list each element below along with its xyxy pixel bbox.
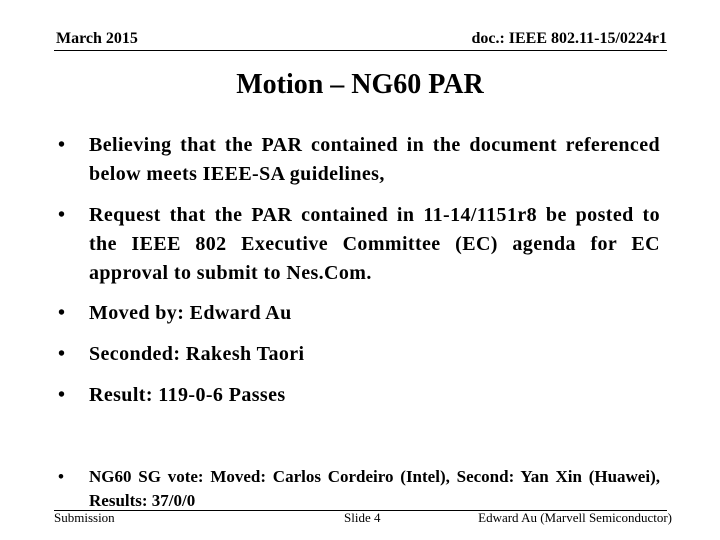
sg-vote-text: NG60 SG vote: Moved: Carlos Cordeiro (Intel), Second: Yan Xin (Huawei), Results: 37/0/0 — [89, 467, 660, 510]
bullet-text: Moved by: Edward Au — [89, 302, 292, 324]
bullet-text: Seconded: Rakesh Taori — [89, 343, 305, 365]
bullet-request — [58, 201, 660, 288]
bullet-believing — [58, 131, 660, 189]
bullet-dot: • — [58, 343, 66, 365]
bullet-text: Believing that the PAR contained in the document referenced below meets IEEE-SA guidelines, — [89, 134, 660, 185]
bullet-dot: • — [58, 467, 64, 486]
bullet-dot: • — [58, 134, 66, 156]
bullet-result — [58, 381, 660, 410]
slide-title: Motion – NG60 PAR — [236, 69, 484, 100]
footer-submission: Submission — [54, 510, 115, 525]
bullet-seconded — [58, 340, 660, 369]
footer-slide-number: Slide 4 — [344, 510, 381, 525]
header-doc-id: doc.: IEEE 802.11-15/0224r1 — [471, 30, 667, 47]
bullet-moved-by — [58, 299, 660, 328]
bullet-text: Result: 119-0-6 Passes — [89, 384, 286, 406]
bullet-sg-vote — [58, 465, 660, 513]
header-rule — [54, 50, 667, 51]
bullet-dot: • — [58, 302, 66, 324]
footer-author: Edward Au (Marvell Semiconductor) — [478, 510, 672, 525]
bullet-dot: • — [58, 204, 66, 226]
header-date: March 2015 — [56, 30, 138, 47]
bullet-dot: • — [58, 384, 66, 406]
bullet-text: Request that the PAR contained in 11-14/1151r8 be posted to the IEEE 802 Executive Committee (EC) agenda for EC approval to submit to Nes.Com. — [89, 204, 660, 284]
